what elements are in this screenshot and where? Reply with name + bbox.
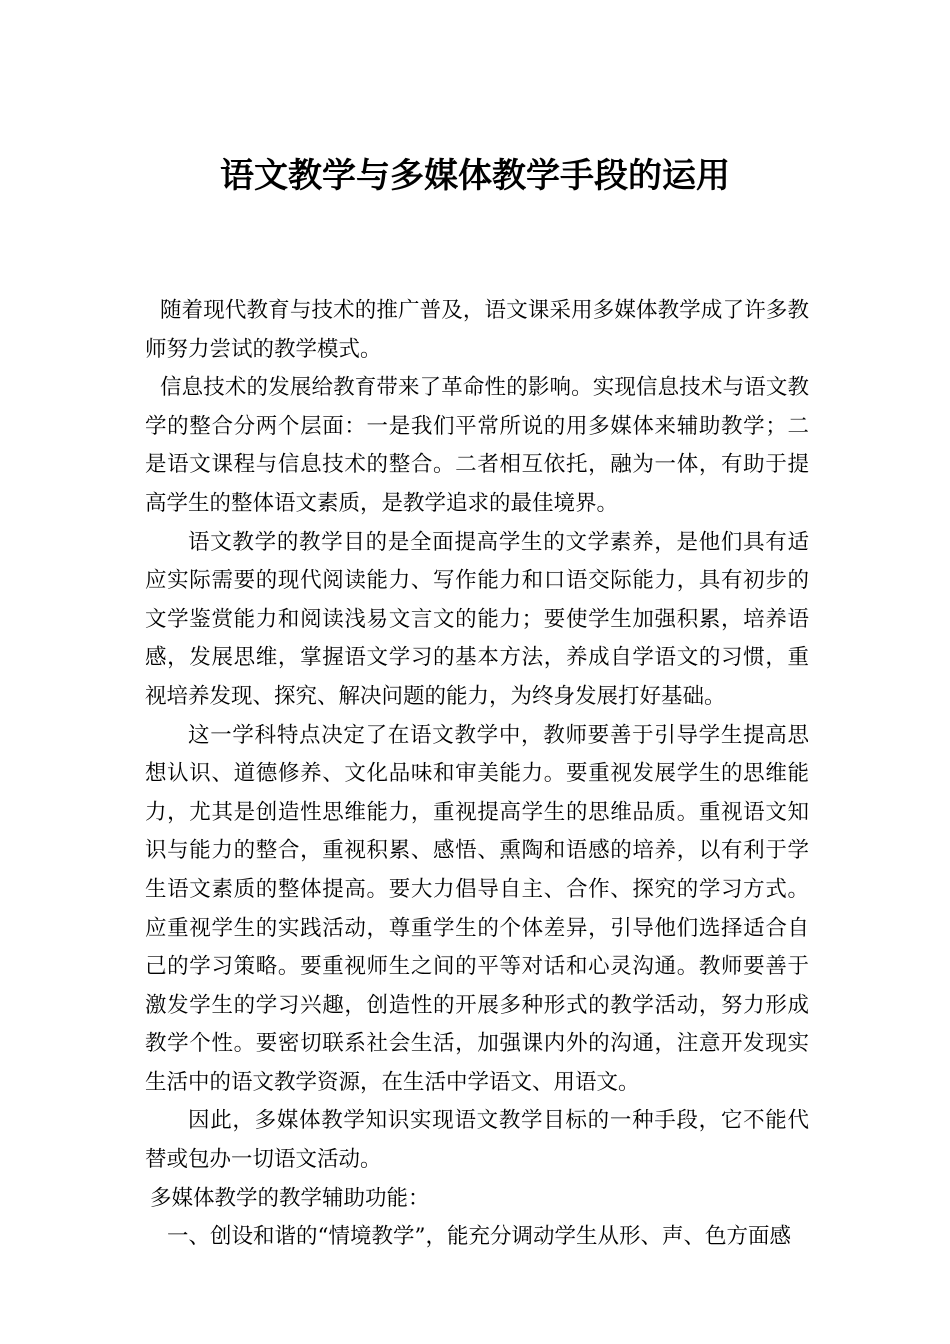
document-body bbox=[145, 292, 809, 1257]
paragraph-4: 这一学科特点决定了在语文教学中，教师要善于引导学生提高思想认识、道德修养、文化品味和审美能力。要重视发展学生的思维能力，尤其是创造性思维能力，重视提高学生的思维品质。重视语文知识与能力的整合，重视积累、感悟、熏陶和语感的培养，以有利于学生语文素质的整体提高。要大力倡导自主、合作、探究的学习方式。应重视学生的实践活动，尊重学生的个体差异，引导他们选择适合自己的学习策略。要重视师生之间的平等对话和心灵沟通。教师要善于激发学生的学习兴趣，创造性的开展多种形式的教学活动，努力形成教学个性。要密切联系社会生活，加强课内外的沟通，注意开发现实生活中的语文教学资源，在生活中学语文、用语文。 bbox=[145, 722, 809, 1095]
paragraph-2: 信息技术的发展给教育带来了革命性的影响。实现信息技术与语文教学的整合分两个层面：一是我们平常所说的用多媒体来辅助教学；二是语文课程与信息技术的整合。二者相互依托，融为一体，有助于提高学生的整体语文素质，是教学追求的最佳境界。 bbox=[145, 375, 809, 516]
paragraph-6: 多媒体教学的教学辅助功能： bbox=[150, 1185, 430, 1211]
document-title: 语文教学与多媒体教学手段的运用 bbox=[220, 156, 730, 196]
paragraph-7: 一、创设和谐的“情境教学”，能充分调动学生从形、声、色方面感 bbox=[167, 1224, 791, 1250]
paragraph-1: 随着现代教育与技术的推广普及，语文课采用多媒体教学成了许多教师努力尝试的教学模式。 bbox=[145, 298, 809, 362]
paragraph-5: 因此，多媒体教学知识实现语文教学目标的一种手段，它不能代替或包办一切语文活动。 bbox=[145, 1108, 809, 1173]
paragraph-3: 语文教学的教学目的是全面提高学生的文学素养，是他们具有适应实际需要的现代阅读能力、写作能力和口语交际能力，具有初步的文学鉴赏能力和阅读浅易文言文的能力；要使学生加强积累，培养语感，发展思维，掌握语文学习的基本方法，养成自学语文的习惯，重视培养发现、探究、解决问题的能力，为终身发展打好基础。 bbox=[145, 529, 809, 709]
